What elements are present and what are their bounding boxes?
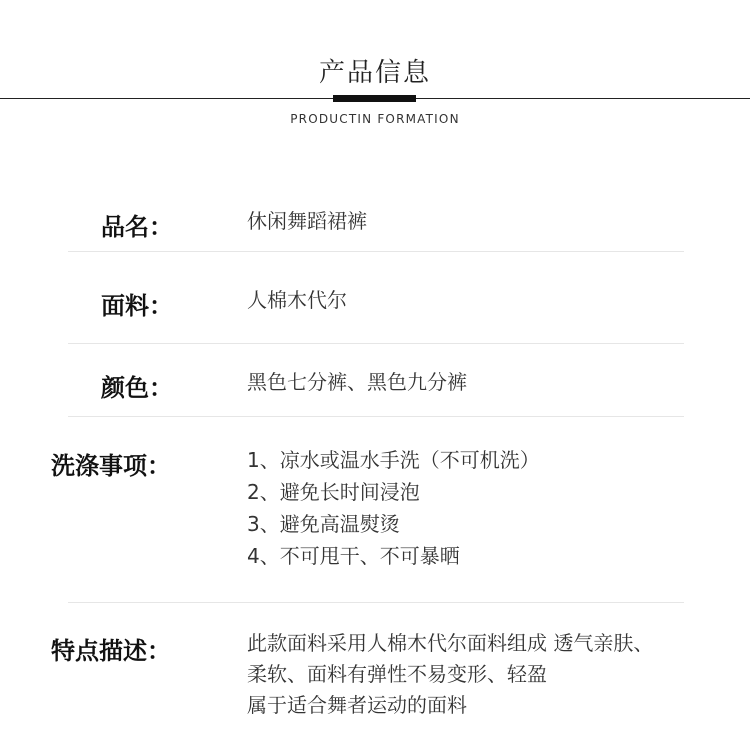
label-color: 颜色： xyxy=(101,374,173,402)
value-features-line-2: 柔软、面料有弹性不易变形、轻盈 xyxy=(247,662,547,686)
value-product-name: 休闲舞蹈裙裤 xyxy=(247,209,367,233)
label-product-name: 品名： xyxy=(101,213,173,241)
value-fabric: 人棉木代尔 xyxy=(247,288,347,312)
header-title: 产品信息 xyxy=(318,58,431,88)
divider-2 xyxy=(68,343,684,344)
divider-4 xyxy=(68,602,684,603)
value-washing-line-3: 3、避免高温熨烫 xyxy=(247,512,400,536)
value-washing-line-4: 4、不可甩干、不可暴晒 xyxy=(247,544,460,568)
value-features-line-3: 属于适合舞者运动的面料 xyxy=(247,693,467,717)
label-washing: 洗涤事项： xyxy=(51,452,171,480)
divider-1 xyxy=(68,251,684,252)
header-accent-bar xyxy=(333,95,416,102)
value-features-line-1: 此款面料采用人棉木代尔面料组成 透气亲肤、 xyxy=(247,631,654,655)
label-features: 特点描述： xyxy=(51,637,171,665)
divider-3 xyxy=(68,416,684,417)
value-washing-line-2: 2、避免长时间浸泡 xyxy=(247,480,420,504)
value-washing-line-1: 1、凉水或温水手洗（不可机洗） xyxy=(247,448,540,472)
value-color: 黑色七分裤、黑色九分裤 xyxy=(247,370,467,394)
header-subtitle: PRODUCTIN FORMATION xyxy=(290,112,460,126)
label-fabric: 面料： xyxy=(101,292,173,320)
